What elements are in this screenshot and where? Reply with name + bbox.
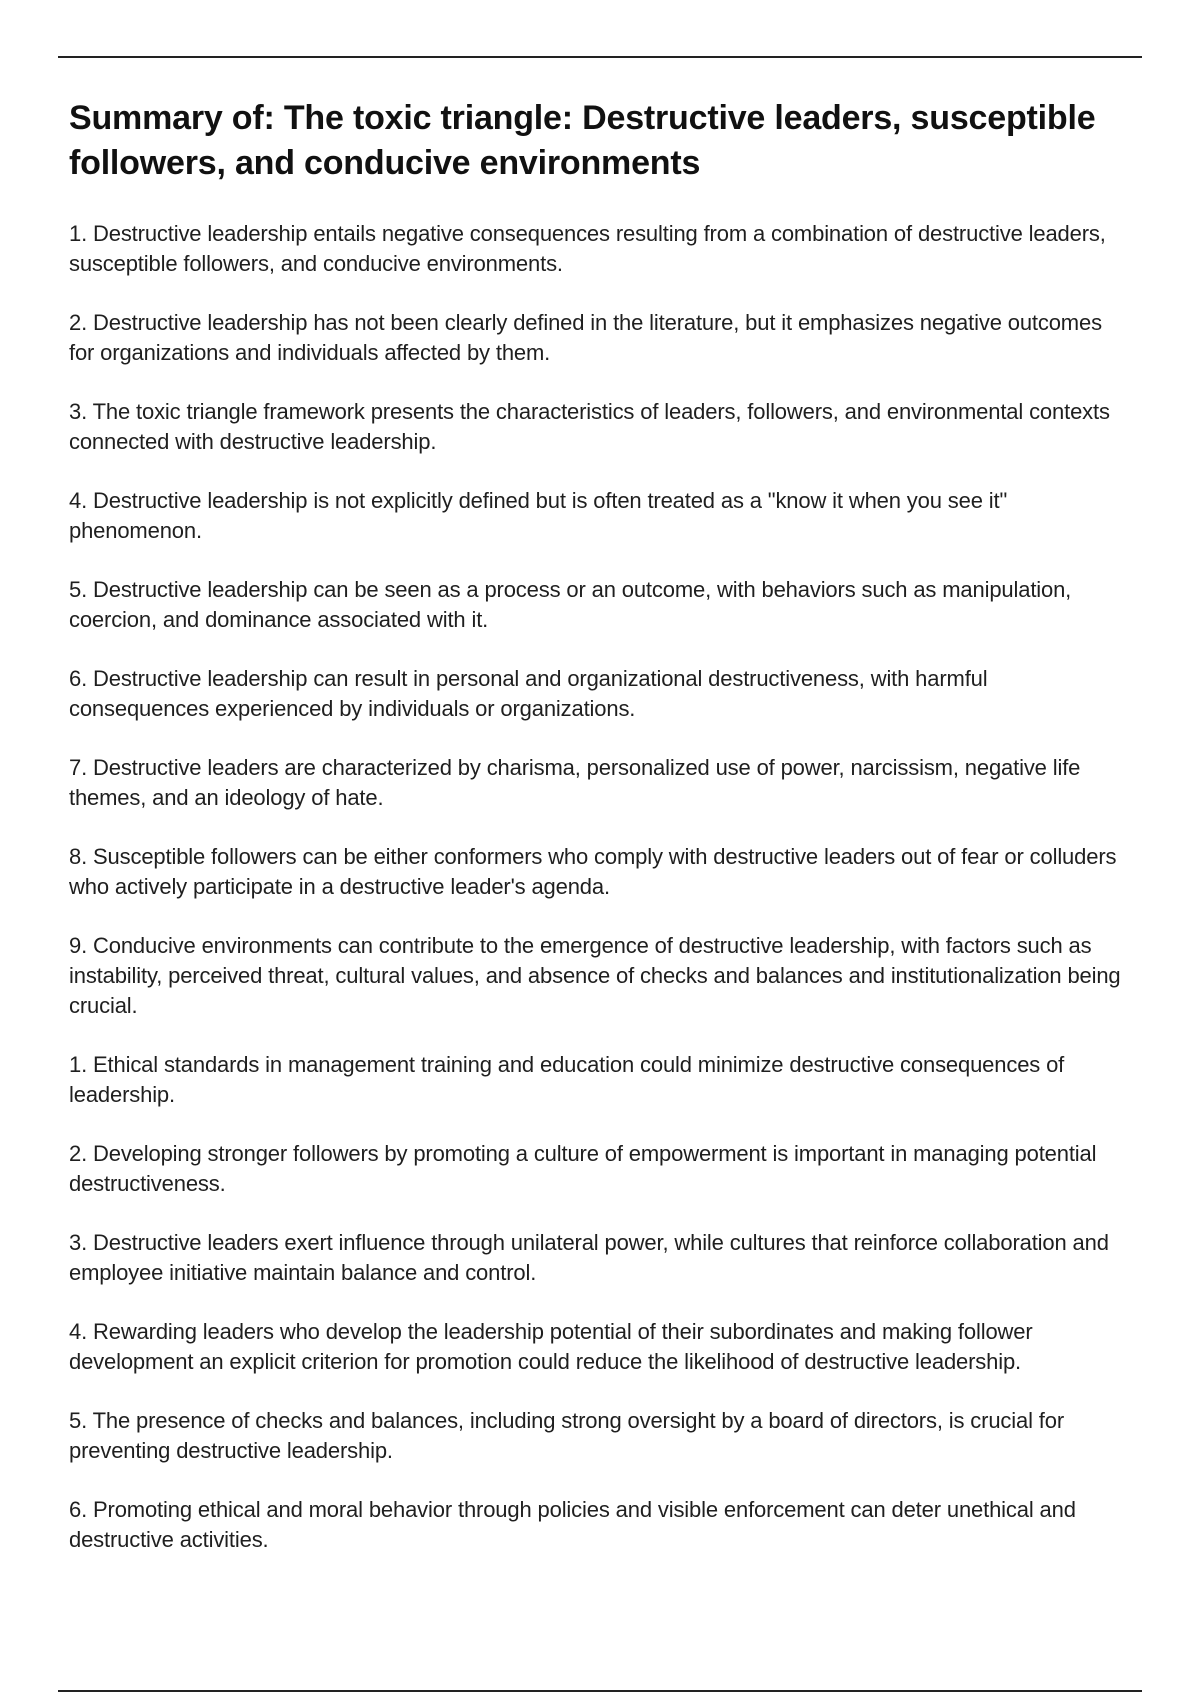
bottom-divider (58, 1690, 1142, 1692)
summary-item: 6. Promoting ethical and moral behavior through policies and visible enforcement can deter unethical and destructive activities. (69, 1497, 1076, 1552)
summary-item: 4. Destructive leadership is not explicitly defined but is often treated as a "know it when you see it" phenomenon. (69, 488, 1008, 543)
document-body (69, 96, 1129, 1584)
summary-item: 1. Destructive leadership entails negative consequences resulting from a combination of destructive leaders, susceptible followers, and conducive environments. (69, 221, 1106, 276)
summary-item: 2. Destructive leadership has not been clearly defined in the literature, but it emphasizes negative outcomes for organizations and individuals affected by them. (69, 310, 1102, 365)
summary-item: 6. Destructive leadership can result in personal and organizational destructiveness, with harmful consequences experienced by individuals or organizations. (69, 666, 988, 721)
summary-item: 2. Developing stronger followers by promoting a culture of empowerment is important in managing potential destructiveness. (69, 1141, 1097, 1196)
summary-item: 7. Destructive leaders are characterized by charisma, personalized use of power, narcissism, negative life themes, and an ideology of hate. (69, 755, 1081, 810)
summary-item: 1. Ethical standards in management training and education could minimize destructive consequences of leadership. (69, 1052, 1065, 1107)
summary-item: 4. Rewarding leaders who develop the leadership potential of their subordinates and making follower development an explicit criterion for promotion could reduce the likelihood of destructive leadership. (69, 1319, 1033, 1374)
summary-item: 5. Destructive leadership can be seen as a process or an outcome, with behaviors such as manipulation, coercion, and dominance associated with it. (69, 577, 1072, 632)
summary-item: 3. Destructive leaders exert influence through unilateral power, while cultures that reinforce collaboration and employee initiative maintain balance and control. (69, 1230, 1109, 1285)
summary-item: 8. Susceptible followers can be either conformers who comply with destructive leaders out of fear or colluders who actively participate in a destructive leader's agenda. (69, 844, 1117, 899)
summary-item: 5. The presence of checks and balances, including strong oversight by a board of directors, is crucial for preventing destructive leadership. (69, 1408, 1065, 1463)
summary-list (69, 219, 1129, 1555)
document-title: Summary of: The toxic triangle: Destructive leaders, susceptible followers, and conducive environments (69, 99, 1096, 182)
top-divider (58, 56, 1142, 58)
summary-item: 9. Conducive environments can contribute to the emergence of destructive leadership, with factors such as instability, perceived threat, cultural values, and absence of checks and balances and institutionalization being crucial. (69, 933, 1121, 1018)
summary-item: 3. The toxic triangle framework presents the characteristics of leaders, followers, and environmental contexts connected with destructive leadership. (69, 399, 1110, 454)
